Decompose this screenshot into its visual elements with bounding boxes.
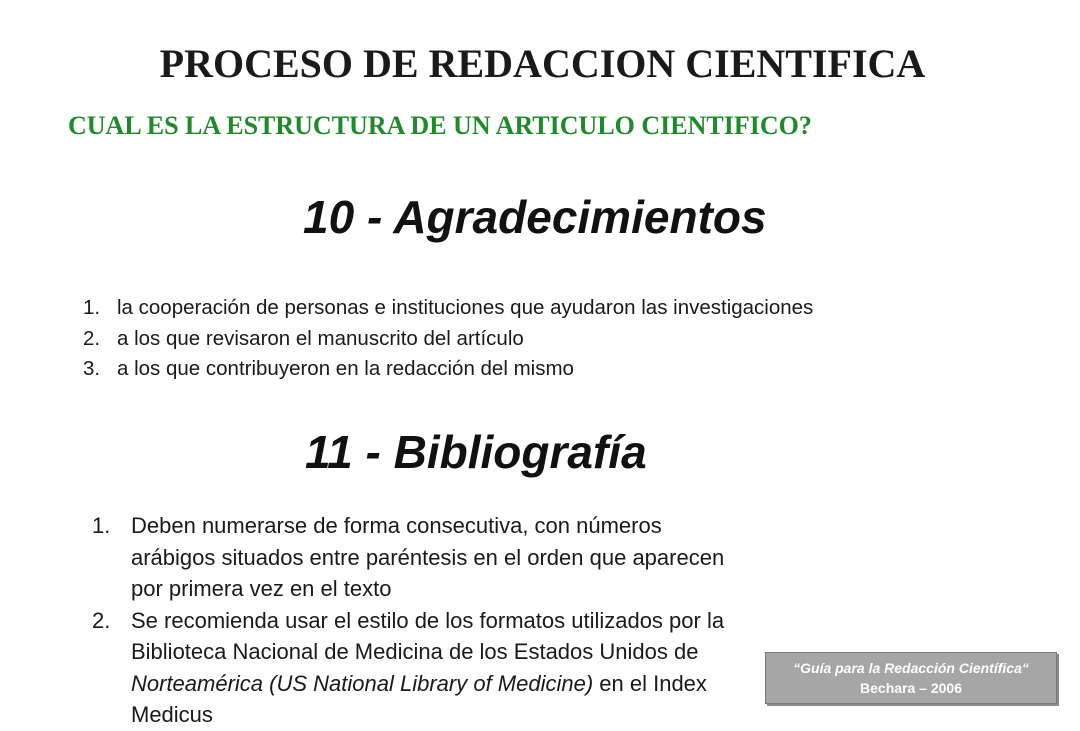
citation-box [765, 652, 1057, 704]
list-item-text [92, 605, 732, 731]
list-item-text: Deben numerarse de forma consecutiva, con números arábigos situados entre paréntesis en el orden que aparecen por primera vez en el texto [131, 513, 725, 601]
citation-title: “Guía para la Redacción Científica“ [793, 660, 1029, 676]
list-item-number: 3. [83, 357, 101, 380]
citation-author: Bechara – 2006 [860, 680, 962, 696]
list-item-number: 2. [83, 326, 101, 350]
list-item [83, 354, 1063, 385]
list-item-number: 1. [83, 296, 101, 319]
bibliografia-list [92, 510, 732, 731]
list-item-text-italic: Norteamérica (US National Library of Medicine) [131, 670, 594, 696]
list-item-text-end: en el Index Medicus [131, 670, 707, 727]
list-item [83, 324, 1063, 355]
section-heading-bibliografia: 11 - Bibliografía [305, 426, 647, 478]
list-item-number: 2. [92, 607, 111, 633]
slide-title: PROCESO DE REDACCION CIENTIFICA [159, 41, 926, 86]
list-item [92, 605, 732, 731]
slide-subtitle: CUAL ES LA ESTRUCTURA DE UN ARTICULO CIENTIFICO? [68, 111, 812, 140]
list-item [83, 293, 1063, 324]
list-item-text: a los que contribuyeron en la redacción del mismo [117, 357, 574, 380]
list-item-text: la cooperación de personas e instituciones que ayudaron las investigaciones [117, 296, 814, 319]
section-heading-agradecimientos: 10 - Agradecimientos [303, 191, 767, 243]
agradecimientos-list [83, 293, 1063, 385]
list-item-text: a los que revisaron el manuscrito del artículo [117, 326, 524, 350]
list-item [92, 510, 732, 605]
list-item-number: 1. [92, 513, 111, 538]
list-item-text-start: Se recomienda usar el estilo de los formatos utilizados por la Biblioteca Nacional de Medicina de los Estados Unidos de [131, 607, 725, 664]
